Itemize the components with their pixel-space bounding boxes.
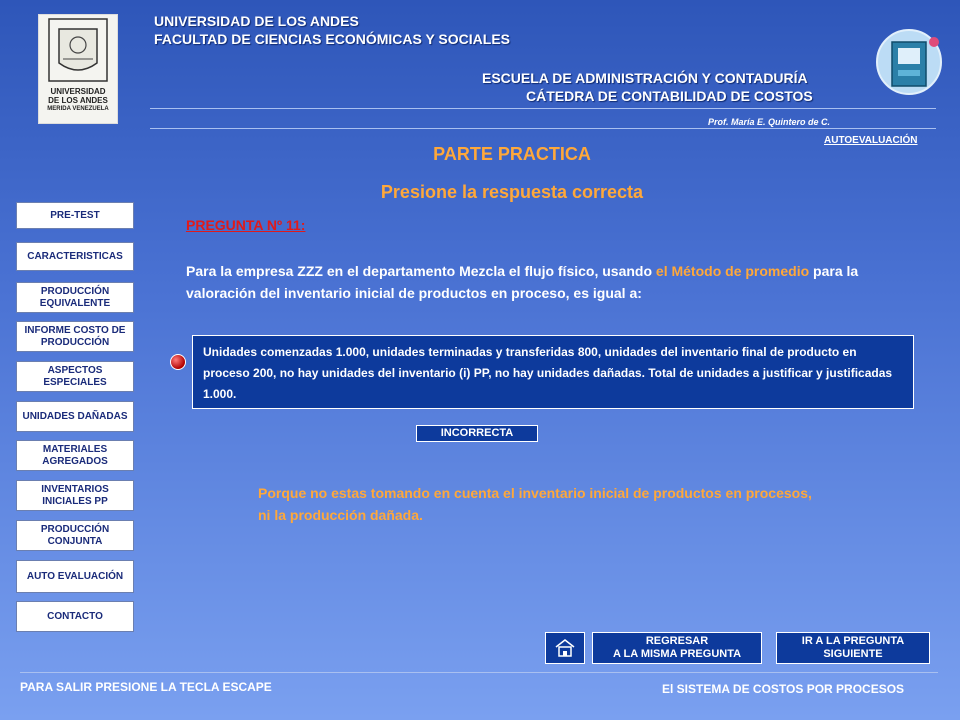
question-text-part2: para la valoración del inventario inicial de productos en proceso, es igual a:: [186, 263, 859, 301]
header-divider-top: [150, 108, 936, 109]
sidebar-item-caracteristicas[interactable]: CARACTERISTICAS: [16, 242, 134, 271]
home-button[interactable]: [545, 632, 585, 664]
answer-option[interactable]: Unidades comenzadas 1.000, unidades terminadas y transferidas 800, unidades del inventario final de producto en proceso 200, no hay unidades del inventario (i) PP, no hay unidades dañadas. Total de unidades a justificar y justificadas 1.000.: [192, 335, 914, 409]
sidebar-item-auto-evaluacion[interactable]: AUTO EVALUACIÓN: [16, 560, 134, 593]
logo-text-3: MERIDA VENEZUELA: [47, 106, 109, 112]
sidebar-item-aspectos-especiales[interactable]: ASPECTOS ESPECIALES: [16, 361, 134, 392]
back-button-label-1: REGRESAR: [645, 635, 709, 647]
page-title: PARTE PRACTICA: [433, 144, 591, 164]
chair-name: CÁTEDRA DE CONTABILIDAD DE COSTOS: [526, 88, 813, 104]
sidebar-item-materiales-agregados[interactable]: MATERIALES AGREGADOS: [16, 440, 134, 471]
next-button-label-2: SIGUIENTE: [823, 648, 883, 660]
sidebar-item-informe-costo[interactable]: INFORME COSTO DE PRODUCCIÓN: [16, 321, 134, 352]
university-name: UNIVERSIDAD DE LOS ANDES: [154, 13, 359, 29]
footer-system-title: El SISTEMA DE COSTOS POR PROCESOS: [662, 682, 905, 696]
sidebar-item-inventarios-iniciales[interactable]: INVENTARIOS INICIALES PP: [16, 480, 134, 511]
sidebar-item-produccion-conjunta[interactable]: PRODUCCIÓN CONJUNTA: [16, 520, 134, 551]
result-badge: INCORRECTA: [416, 425, 538, 442]
school-name: ESCUELA DE ADMINISTRACIÓN Y CONTADURÍA: [482, 70, 808, 86]
footer-divider: [20, 672, 938, 673]
autoevaluacion-link[interactable]: AUTOEVALUACIÓN: [824, 135, 918, 146]
next-button-label-1: IR A LA PREGUNTA: [801, 635, 905, 647]
explanation-text: Porque no estas tomando en cuenta el inventario inicial de productos en procesos, ni la producción dañada.: [258, 485, 812, 523]
answer-bullet-icon[interactable]: [170, 354, 186, 370]
logo-text-2: DE LOS ANDES: [48, 96, 108, 105]
footer-exit-text: PARA SALIR PRESIONE LA TECLA ESCAPE: [20, 680, 272, 694]
next-question-button[interactable]: [776, 632, 930, 664]
logo-text-1: UNIVERSIDAD: [50, 87, 106, 96]
sidebar-item-contacto[interactable]: CONTACTO: [16, 601, 134, 632]
back-to-question-button[interactable]: [592, 632, 762, 664]
faculty-name: FACULTAD DE CIENCIAS ECONÓMICAS Y SOCIALES: [154, 31, 510, 47]
question-title: PREGUNTA Nº 11:: [186, 217, 306, 233]
question-text-highlight: el Método de promedio: [655, 263, 810, 279]
question-text-part1: Para la empresa ZZZ en el departamento Mezcla el flujo físico, usando: [186, 263, 656, 279]
question-text: [186, 260, 866, 304]
professor-name: Prof. María E. Quintero de C.: [708, 117, 831, 127]
back-button-label-2: A LA MISMA PREGUNTA: [612, 648, 742, 660]
university-logo: [38, 14, 118, 124]
page-subtitle: Presione la respuesta correcta: [380, 182, 644, 202]
sidebar-item-unidades-danadas[interactable]: UNIDADES DAÑADAS: [16, 401, 134, 432]
computer-globe-icon: [874, 22, 944, 106]
sidebar-item-produccion-equivalente[interactable]: PRODUCCIÓN EQUIVALENTE: [16, 282, 134, 313]
header-divider-bottom: [150, 128, 936, 129]
home-icon: [554, 638, 576, 658]
sidebar-item-pre-test[interactable]: PRE-TEST: [16, 202, 134, 229]
